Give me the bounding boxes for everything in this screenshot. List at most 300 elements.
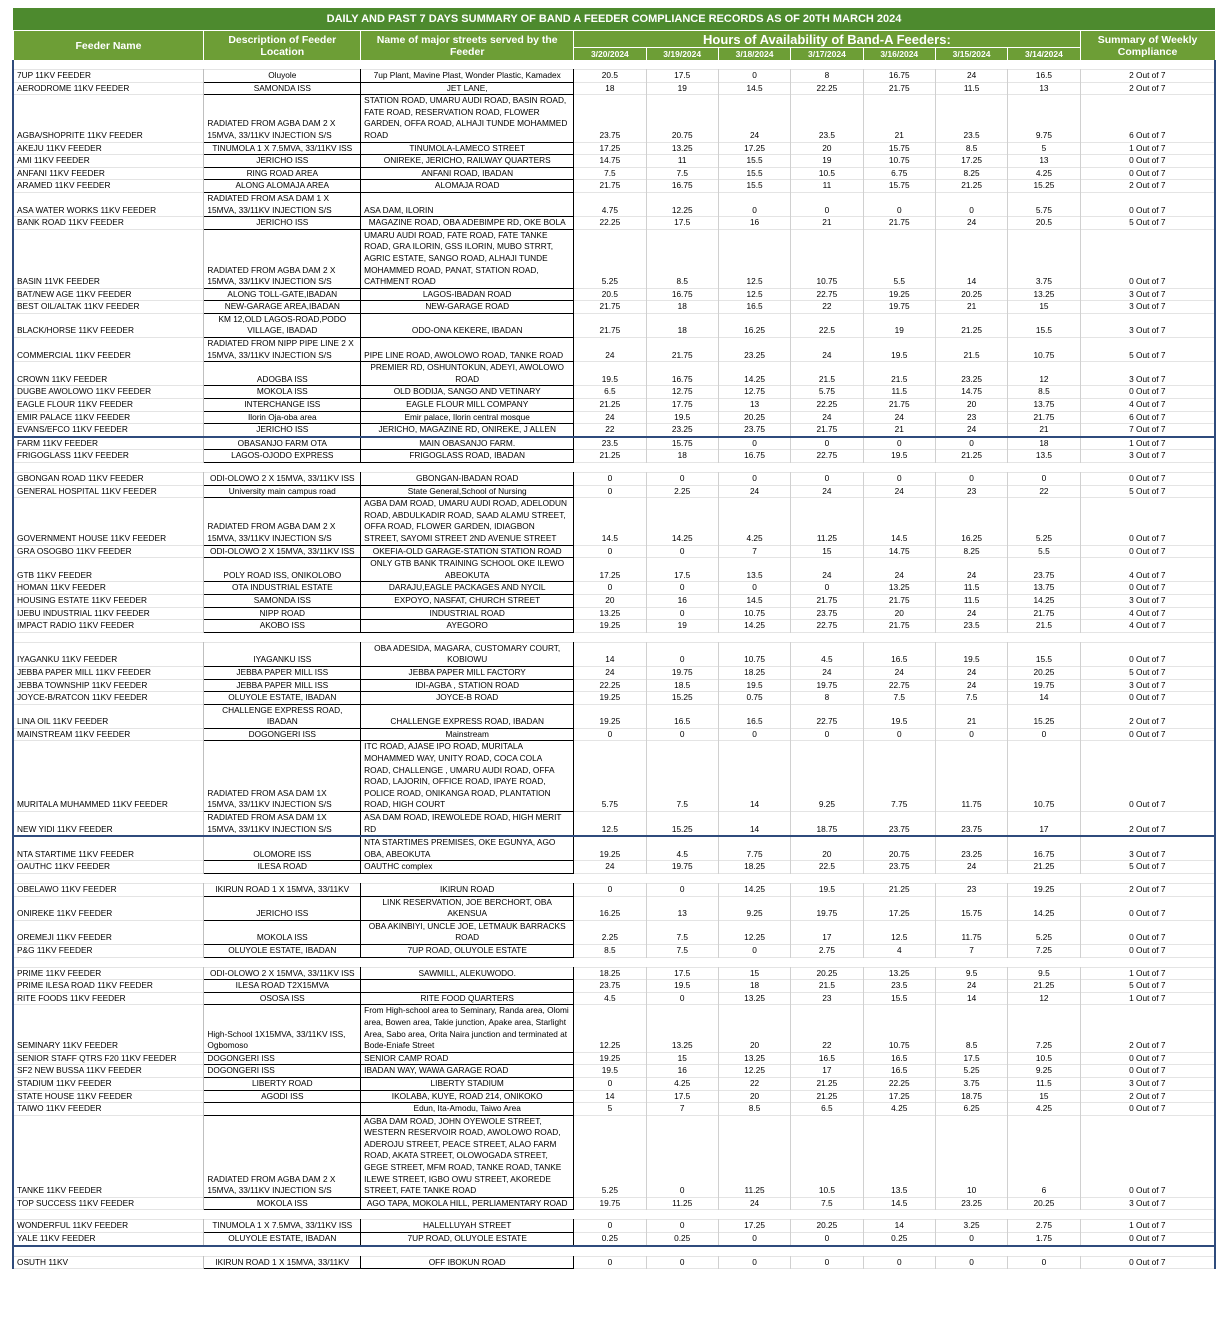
hours-value: 2.75 [791,944,863,957]
table-row [13,836,1215,861]
hours-value: 7.5 [646,944,718,957]
hours-value: 24 [863,558,935,582]
hours-value: 0 [646,473,718,486]
hours-value: 16.75 [863,70,935,83]
hours-value: 0 [718,1256,790,1269]
feeder-name: DUGBE AWOLOWO 11KV FEEDER [13,386,204,399]
header-compliance: Summary of Weekly Compliance [1080,31,1215,61]
feeder-name: GRA OSOGBO 11KV FEEDER [13,545,204,558]
hours-value: 22 [574,424,646,437]
hours-value: 12.5 [718,229,790,288]
weekly-compliance: 0 Out of 7 [1129,1256,1166,1267]
hours-value: 13.25 [718,992,790,1005]
table-row [13,424,1215,437]
table-row [13,485,1215,498]
hours-value: 5.75 [791,386,863,399]
weekly-compliance: 0 Out of 7 [1129,728,1166,739]
hours-value: 24 [935,70,1007,83]
hours-value: 0 [863,192,935,216]
hours-value: 7.5 [574,167,646,180]
weekly-compliance: 0 Out of 7 [1129,692,1166,703]
hours-value: 22.5 [791,313,863,337]
hours-value: 11.5 [1008,1077,1080,1090]
compliance-table [12,8,1216,1269]
hours-value: 7 [646,1103,718,1116]
hours-value: 20 [791,142,863,155]
hours-value: 11 [791,180,863,193]
table-row [13,411,1215,424]
hours-value: 14.25 [646,498,718,545]
hours-value: 17.25 [718,142,790,155]
hours-value: 18.75 [935,1090,1007,1103]
feeder-location: RADIATED FROM ASA DAM 1X 15MVA, 33/11KV INJECTION S/S [204,812,361,837]
table-row [13,558,1215,582]
hours-value: 0 [718,192,790,216]
hours-value: 4 [863,944,935,957]
hours-value: 0 [646,1220,718,1233]
hours-value: 0.25 [574,1233,646,1246]
hours-value: 16.75 [718,450,790,463]
hours-value: 0 [718,70,790,83]
hours-value: 21.75 [863,217,935,230]
table-row [13,704,1215,728]
feeder-streets: GBONGAN-IBADAN ROAD [361,473,574,486]
feeder-streets: IBADAN WAY, WAWA GARAGE ROAD [361,1065,574,1078]
weekly-compliance: 3 Out of 7 [1129,848,1166,859]
feeder-name: WONDERFUL 11KV FEEDER [13,1220,204,1233]
hours-value: 24 [718,1197,790,1210]
hours-value: 21.75 [574,313,646,337]
weekly-compliance: 0 Out of 7 [1129,908,1166,919]
feeder-location: ILESA ROAD [204,861,361,874]
hours-value: 24 [935,607,1007,620]
feeder-streets: SENIOR CAMP ROAD [361,1052,574,1065]
feeder-name: HOUSING ESTATE 11KV FEEDER [13,594,204,607]
hours-value: 23.5 [935,95,1007,142]
hours-value: 19.75 [646,666,718,679]
hours-value: 15 [1008,301,1080,314]
hours-value: 16.75 [646,362,718,386]
hours-value: 19.25 [574,620,646,633]
hours-value: 24 [574,861,646,874]
hours-value: 0 [1008,1256,1080,1269]
feeder-location: LAGOS-OJODO EXPRESS [204,450,361,463]
weekly-compliance: 3 Out of 7 [1129,1077,1166,1088]
hours-value: 7.5 [646,167,718,180]
feeder-name: YALE 11KV FEEDER [13,1233,204,1246]
hours-value: 4.5 [574,992,646,1005]
hours-value: 0 [646,992,718,1005]
hours-value: 20.25 [1008,666,1080,679]
hours-value: 19.5 [574,362,646,386]
feeder-location: OLUYOLE ESTATE, IBADAN [204,944,361,957]
hours-value: 13.5 [718,558,790,582]
table-row [13,944,1215,957]
hours-value: 23 [935,884,1007,897]
hours-value: 21.75 [1008,607,1080,620]
hours-value: 14 [935,992,1007,1005]
hours-value: 12 [1008,362,1080,386]
hours-value: 0 [718,728,790,741]
feeder-name: TAIWO 11KV FEEDER [13,1103,204,1116]
hours-value: 0.75 [718,692,790,705]
hours-value: 15.75 [863,180,935,193]
hours-value: 8.5 [935,142,1007,155]
feeder-name: JOYCE-B/RATCON 11KV FEEDER [13,692,204,705]
feeder-name: FARM 11KV FEEDER [13,437,204,450]
hours-value: 22 [791,1005,863,1052]
hours-value: 11.25 [791,498,863,545]
hours-value: 7.5 [791,1197,863,1210]
table-row [13,399,1215,412]
hours-value: 11.25 [646,1197,718,1210]
hours-value: 21 [863,95,935,142]
hours-value: 21.25 [1008,980,1080,993]
hours-value: 21 [935,704,1007,728]
hours-value: 7.25 [1008,1005,1080,1052]
table-row [13,217,1215,230]
gap-row [13,1210,1215,1220]
feeder-name: OAUTHC 11KV FEEDER [13,861,204,874]
table-row [13,288,1215,301]
feeder-name: JEBBA TOWNSHIP 11KV FEEDER [13,679,204,692]
feeder-location: DOGONGERI ISS [204,1065,361,1078]
hours-value: 21.75 [791,424,863,437]
hours-value: 11.5 [935,582,1007,595]
feeder-location: NEW-GARAGE AREA,IBADAN [204,301,361,314]
hours-value: 11.5 [935,594,1007,607]
feeder-location: ODI-OLOWO 2 X 15MVA, 33/11KV ISS [204,967,361,980]
feeder-streets: INDUSTRIAL ROAD [361,607,574,620]
hours-value: 24 [935,424,1007,437]
hours-value: 13.75 [1008,582,1080,595]
table-row [13,545,1215,558]
feeder-location: DOGONGERI ISS [204,1052,361,1065]
hours-value: 21.25 [1008,861,1080,874]
weekly-compliance: 4 Out of 7 [1129,620,1166,631]
hours-value: 20 [863,607,935,620]
hours-value: 0 [574,545,646,558]
hours-value: 20.25 [935,288,1007,301]
feeder-streets: MAGAZINE ROAD, OBA ADEBIMPE RD, OKE BOLA [361,217,574,230]
hours-value: 6.25 [935,1103,1007,1116]
hours-value: 15.25 [646,692,718,705]
hours-value: 12.75 [718,386,790,399]
hours-value: 13.25 [646,1005,718,1052]
feeder-location: JERICHO ISS [204,424,361,437]
hours-value: 0 [574,1256,646,1269]
hours-value: 0.25 [863,1233,935,1246]
hours-value: 0 [791,1233,863,1246]
feeder-streets: Edun, Ita-Amodu, Taiwo Area [361,1103,574,1116]
gap-row [13,1246,1215,1257]
hours-value: 10.75 [791,229,863,288]
feeder-location: MOKOLA ISS [204,920,361,944]
feeder-streets: OKEFIA-OLD GARAGE-STATION STATION ROAD [361,545,574,558]
hours-value: 4.25 [1008,167,1080,180]
weekly-compliance: 0 Out of 7 [1129,1052,1166,1063]
hours-value: 21.25 [935,313,1007,337]
hours-value: 5.25 [1008,920,1080,944]
weekly-compliance: 0 Out of 7 [1129,386,1166,397]
feeder-name: SEMINARY 11KV FEEDER [13,1005,204,1052]
hours-value: 0 [646,545,718,558]
hours-value: 0 [646,582,718,595]
hours-value: 14.75 [935,386,1007,399]
table-row [13,362,1215,386]
feeder-streets: AGBA DAM ROAD, JOHN OYEWOLE STREET, WESTERN RESERVOIR ROAD, AWOLOWO ROAD, ADEROJU STREET, PEACE STREET, ALAO FARM ROAD, AKATA STREET, OLOWOGADA STREET, GEGE STREET, MFM ROAD, TANKE ROAD, TANKE ILEWE STREET, IGBO OWU STREET, AKOREDE STREET, FATE TANKE ROAD [361,1115,574,1197]
hours-value: 16.25 [935,498,1007,545]
feeder-location: JERICHO ISS [204,896,361,920]
table-row [13,1197,1215,1210]
hours-value: 21.5 [935,338,1007,362]
feeder-streets: NTA STARTIMES PREMISES, OKE EGUNYA, AGO OBA, ABEOKUTA [361,836,574,861]
hours-value: 15.5 [718,180,790,193]
feeder-streets: EAGLE FLOUR MILL COMPANY [361,399,574,412]
hours-value: 20.5 [574,288,646,301]
feeder-name: NTA STARTIME 11KV FEEDER [13,836,204,861]
feeder-location: RADIATED FROM AGBA DAM 2 X 15MVA, 33/11KV INJECTION S/S [204,229,361,288]
hours-value: 19.75 [791,896,863,920]
feeder-location: Ilorin Oja-oba area [204,411,361,424]
feeder-name: BEST OIL/ALTAK 11KV FEEDER [13,301,204,314]
feeder-streets: OBA ADESIDA, MAGARA, CUSTOMARY COURT, KOBIOWU [361,642,574,666]
feeder-name: TANKE 11KV FEEDER [13,1115,204,1197]
hours-value: 17 [1008,812,1080,837]
date-header: 3/15/2024 [935,48,1007,61]
hours-value: 18 [646,450,718,463]
hours-value: 23.75 [718,424,790,437]
hours-value: 14 [1008,692,1080,705]
feeder-location: POLY ROAD ISS, ONIKOLOBO [204,558,361,582]
hours-value: 24 [791,666,863,679]
feeder-name: ASA WATER WORKS 11KV FEEDER [13,192,204,216]
hours-value: 16.5 [863,642,935,666]
weekly-compliance: 2 Out of 7 [1129,716,1166,727]
feeder-name: STADIUM 11KV FEEDER [13,1077,204,1090]
hours-value: 7.5 [863,692,935,705]
hours-value: 16.5 [863,1052,935,1065]
table-row [13,1220,1215,1233]
hours-value: 22.25 [574,217,646,230]
feeder-location: OSOSA ISS [204,992,361,1005]
hours-value: 8.5 [718,1103,790,1116]
weekly-compliance: 0 Out of 7 [1129,276,1166,287]
hours-value: 15.5 [1008,313,1080,337]
weekly-compliance: 0 Out of 7 [1129,654,1166,665]
feeder-streets: JEBBA PAPER MILL FACTORY [361,666,574,679]
table-row [13,1103,1215,1116]
feeder-location: University main campus road [204,485,361,498]
weekly-compliance: 6 Out of 7 [1129,411,1166,422]
feeder-streets: DARAJU,EAGLE PACKAGES AND NYCIL [361,582,574,595]
hours-value: 0 [935,1233,1007,1246]
hours-value: 4.25 [863,1103,935,1116]
feeder-location: NIPP ROAD [204,607,361,620]
hours-value: 12.75 [646,386,718,399]
feeder-name: COMMERCIAL 11KV FEEDER [13,338,204,362]
hours-value: 9.25 [718,896,790,920]
hours-value: 15.5 [863,992,935,1005]
hours-value: 24 [791,411,863,424]
hours-value: 14.75 [863,545,935,558]
hours-value: 14.25 [1008,594,1080,607]
feeder-name: SF2 NEW BUSSA 11KV FEEDER [13,1065,204,1078]
hours-value: 21.25 [791,1090,863,1103]
table-row [13,155,1215,168]
weekly-compliance: 1 Out of 7 [1129,142,1166,153]
hours-value: 21.75 [1008,411,1080,424]
hours-value: 14 [863,1220,935,1233]
hours-value: 4.25 [646,1077,718,1090]
feeder-streets: ALOMAJA ROAD [361,180,574,193]
gap-row [13,632,1215,642]
hours-value: 14.75 [574,155,646,168]
feeder-location: ODI-OLOWO 2 X 15MVA, 33/11KV ISS [204,545,361,558]
feeder-location: ODI-OLOWO 2 X 15MVA, 33/11KV ISS [204,473,361,486]
weekly-compliance: 4 Out of 7 [1129,607,1166,618]
hours-value: 12.25 [718,920,790,944]
feeder-name: ANFANI 11KV FEEDER [13,167,204,180]
feeder-name: EAGLE FLOUR 11KV FEEDER [13,399,204,412]
feeder-location: JERICHO ISS [204,217,361,230]
hours-value: 21 [1008,424,1080,437]
hours-value: 21.25 [935,180,1007,193]
weekly-compliance: 3 Out of 7 [1129,288,1166,299]
hours-value: 16 [718,217,790,230]
feeder-location: IKIRUN ROAD 1 X 15MVA, 33/11KV [204,884,361,897]
hours-value: 18 [574,82,646,95]
weekly-compliance: 1 Out of 7 [1129,967,1166,978]
hours-value: 17.5 [646,217,718,230]
hours-value: 24 [791,485,863,498]
hours-value: 16.5 [863,1065,935,1078]
hours-value: 24 [935,861,1007,874]
feeder-name: IJEBU INDUSTRIAL 11KV FEEDER [13,607,204,620]
hours-value: 13 [646,896,718,920]
hours-value: 20 [935,399,1007,412]
feeder-name: LINA OIL 11KV FEEDER [13,704,204,728]
hours-value: 19.25 [1008,884,1080,897]
hours-value: 21.25 [935,450,1007,463]
feeder-name: BAT/NEW AGE 11KV FEEDER [13,288,204,301]
hours-value: 16.25 [574,896,646,920]
table-row [13,594,1215,607]
hours-value: 17.5 [646,1090,718,1103]
hours-value: 0 [574,1077,646,1090]
hours-value: 19 [863,313,935,337]
feeder-location: OLUYOLE ESTATE, IBADAN [204,692,361,705]
hours-value: 17.25 [863,896,935,920]
hours-value: 19.25 [863,288,935,301]
feeder-name: BLACK/HORSE 11KV FEEDER [13,313,204,337]
hours-value: 8 [791,70,863,83]
feeder-location: Oluyole [204,70,361,83]
hours-value: 5.5 [1008,545,1080,558]
feeder-streets: IKIRUN ROAD [361,884,574,897]
table-row [13,1065,1215,1078]
weekly-compliance: 3 Out of 7 [1129,679,1166,690]
hours-value: 21.5 [863,362,935,386]
hours-value: 14.25 [718,620,790,633]
feeder-streets: IDI-AGBA , STATION ROAD [361,679,574,692]
hours-value: 21.25 [574,399,646,412]
weekly-compliance: 0 Out of 7 [1129,545,1166,556]
hours-value: 0 [718,944,790,957]
feeder-location: ADOGBA ISS [204,362,361,386]
table-row [13,386,1215,399]
hours-value: 21.75 [863,594,935,607]
feeder-streets: From High-school area to Seminary, Randa area, Olomi area, Bowen area, Takie junction, Apake area, Starlight Area, Sabo area, Orita Naira junction and terminated at Bode-Eniafe Street [361,1005,574,1052]
hours-value: 0 [791,192,863,216]
hours-value: 12.25 [574,1005,646,1052]
hours-value: 0 [863,437,935,450]
hours-value: 24 [863,411,935,424]
hours-value: 11.5 [935,82,1007,95]
feeder-location: JERICHO ISS [204,155,361,168]
hours-value: 16.5 [718,704,790,728]
feeder-name: GENERAL HOSPITAL 11KV FEEDER [13,485,204,498]
table-row [13,450,1215,463]
hours-value: 22.75 [791,704,863,728]
hours-value: 14.5 [574,498,646,545]
feeder-name: JEBBA PAPER MILL 11KV FEEDER [13,666,204,679]
weekly-compliance: 2 Out of 7 [1129,70,1166,80]
feeder-streets: ODO-ONA KEKERE, IBADAN [361,313,574,337]
hours-value: 7.5 [646,741,718,812]
table-row [13,498,1215,545]
weekly-compliance: 7 Out of 7 [1080,424,1215,437]
hours-value: 0 [646,642,718,666]
feeder-streets: OLD BODIJA, SANGO AND VETINARY [361,386,574,399]
hours-value: 15.75 [646,437,718,450]
hours-value: 0 [935,437,1007,450]
hours-value: 16 [646,594,718,607]
feeder-streets: PIPE LINE ROAD, AWOLOWO ROAD, TANKE ROAD [361,338,574,362]
hours-value: 17.25 [863,1090,935,1103]
table-row [13,1115,1215,1197]
hours-value: 24 [935,558,1007,582]
hours-value: 19.25 [574,692,646,705]
weekly-compliance: 5 Out of 7 [1129,666,1166,677]
hours-value: 19.5 [646,411,718,424]
hours-value: 0 [646,1115,718,1197]
feeder-location: RADIATED FROM AGBA DAM 2 X 15MVA, 33/11KV INJECTION S/S [204,1115,361,1197]
hours-value: 23.75 [791,607,863,620]
table-row [13,229,1215,288]
hours-value: 0 [1008,728,1080,741]
feeder-streets [361,980,574,993]
table-row [13,728,1215,741]
date-header: 3/18/2024 [718,48,790,61]
hours-value: 22.25 [574,679,646,692]
hours-value: 17.5 [935,1052,1007,1065]
feeder-streets: TINUMOLA-LAMECO STREET [361,142,574,155]
feeder-name: PRIME 11KV FEEDER [13,967,204,980]
hours-value: 19.75 [574,1197,646,1210]
table-row [13,142,1215,155]
hours-value: 0 [791,582,863,595]
weekly-compliance: 5 Out of 7 [1129,485,1166,496]
feeder-streets: JET LANE, [361,82,574,95]
hours-value: 13.25 [863,967,935,980]
hours-value: 20 [718,1090,790,1103]
hours-value: 23.5 [863,980,935,993]
hours-value: 0 [863,728,935,741]
hours-value: 21.25 [863,884,935,897]
feeder-name: TOP SUCCESS 11KV FEEDER [13,1197,204,1210]
hours-value: 13.25 [646,142,718,155]
